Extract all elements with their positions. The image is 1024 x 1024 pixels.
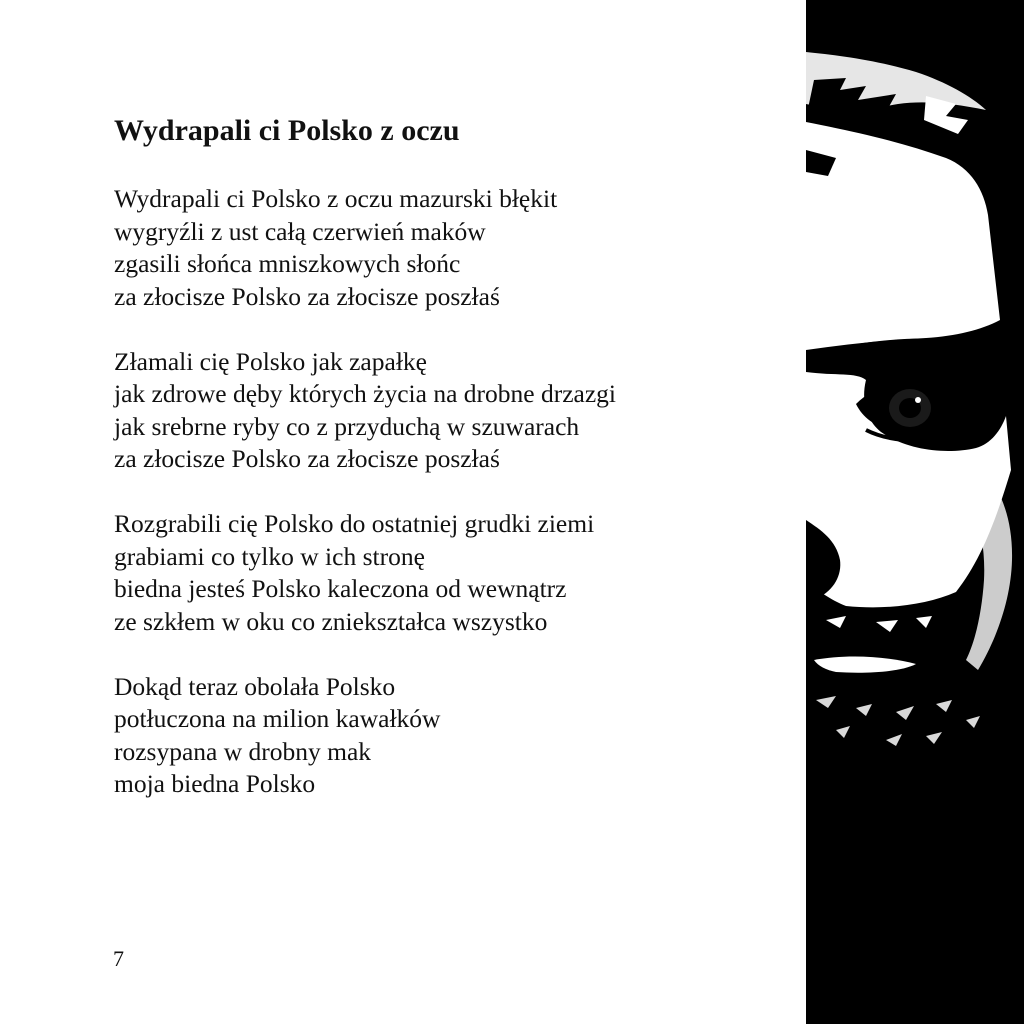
beard [806,640,1024,1024]
poem-line: Dokąd teraz obolała Polsko [114,671,396,701]
stanza-3 [114,508,794,638]
stanza-4 [114,671,794,801]
poem-line: Rozgrabili cię Polsko do ostatniej grudki ziemi [114,509,595,538]
poem-line: grabiami co tylko w ich stronę [114,541,425,571]
poem-body [114,183,794,833]
stanza-1 [114,183,794,313]
poem-line: ze szkłem w oku co zniekształca wszystko [114,606,548,636]
poem-line: wygryźli z ust całą czerwień maków [114,216,486,246]
poem-line: za złocisze Polsko za złocisze poszłaś [114,281,500,311]
stanza-2 [114,346,794,476]
poem-line: biedna jesteś Polsko kaleczona od wewnątrz [114,574,567,603]
eye-highlight [915,397,921,403]
poem-line: zgasili słońca mniszkowych słońc [114,249,461,278]
poem-line: jak srebrne ryby co z przyduchą w szuwarach [114,411,580,441]
poem-line: Wydrapali ci Polsko z oczu mazurski błękit [114,184,558,213]
poem-line: za złocisze Polsko za złocisze poszłaś [114,444,500,473]
poem-line: rozsypana w drobny mak [114,736,372,766]
poem-line: moja biedna Polsko [114,769,316,798]
half-face-portrait [806,0,1024,1024]
poem-line: jak zdrowe dęby których życia na drobne drzazgi [114,379,616,408]
poem-line: potłuczona na milion kawałków [114,704,441,733]
portrait-image [806,0,1024,1024]
poem-line: Złamali cię Polsko jak zapałkę [114,346,427,376]
page-number: 7 [113,946,124,971]
poem-title: Wydrapali ci Polsko z oczu [114,114,460,147]
